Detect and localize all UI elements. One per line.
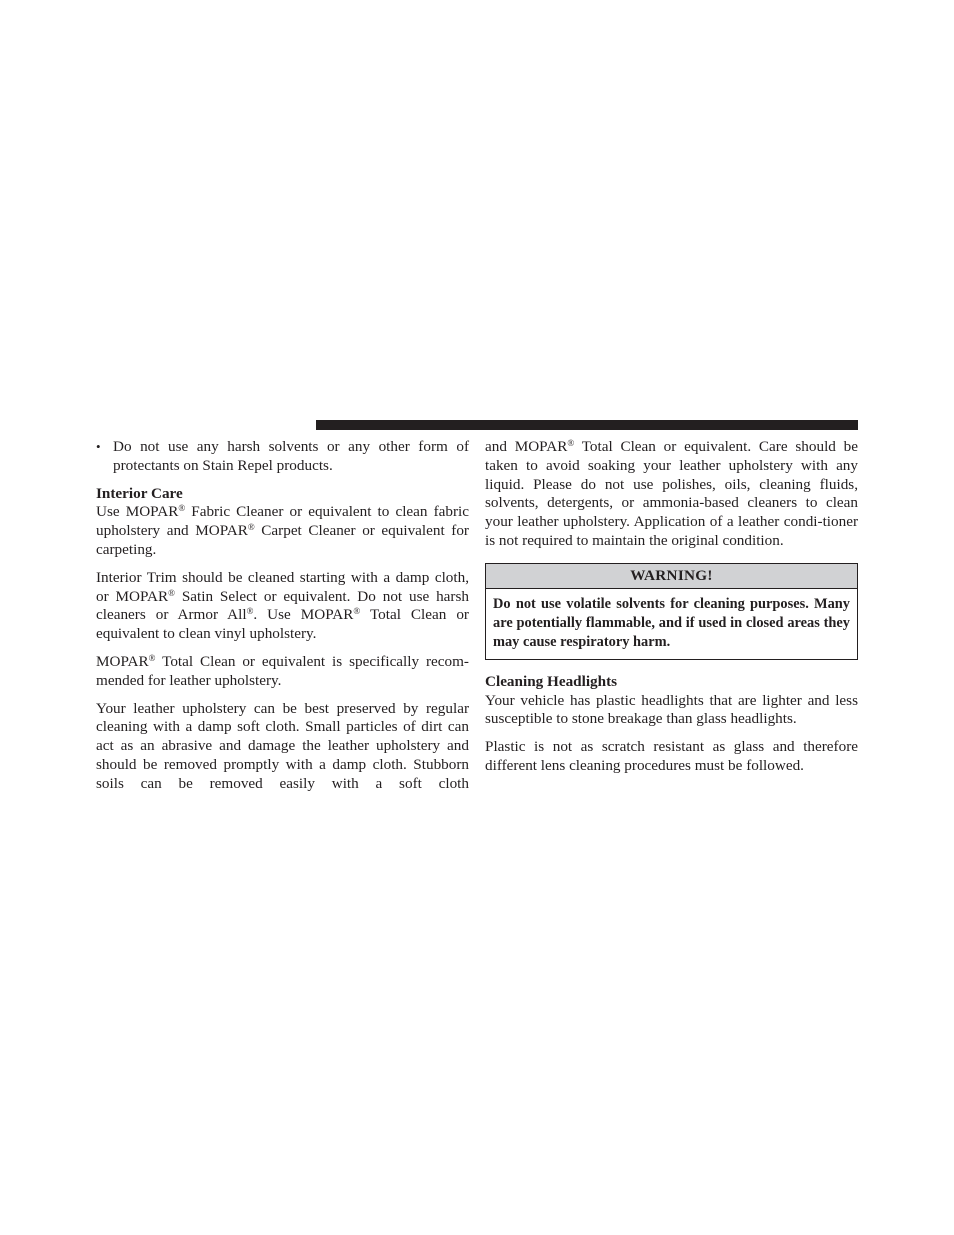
interior-care-paragraph: Use MOPAR® Fabric Cleaner or equivalent to clean fabric upholstery and MOPAR® Carpet Cleaner or equivalent for carpeting. [96, 503, 469, 558]
bullet-text: Do not use any harsh solvents or any other form of protectants on Stain Repel products. [113, 438, 469, 474]
registered-mark: ® [567, 438, 575, 448]
registered-mark: ® [353, 606, 361, 617]
bullet-icon: • [96, 439, 101, 454]
warning-box [485, 563, 858, 660]
headlights-paragraph: Your vehicle has plastic headlights that are lighter and less susceptible to stone breakage than glass headlights. [485, 691, 858, 728]
left-column [96, 438, 469, 803]
registered-mark: ® [148, 652, 156, 663]
lens-cleaning-paragraph: Plastic is not as scratch resistant as glass and therefore different lens cleaning procedures must be followed. [485, 738, 858, 774]
list-item [96, 438, 469, 476]
warning-title: WARNING! [486, 564, 857, 589]
leather-recommendation-paragraph: MOPAR® Total Clean or equivalent is specifically recom-mended for leather upholstery. [96, 652, 469, 689]
leather-care-paragraph: Your leather upholstery can be best preserved by regular cleaning with a damp soft cloth. Small particles of dirt can act as an abrasive and damage the leather upholstery and should be removed promptly with a damp cloth. Stubborn soils can be removed easily with a soft cloth [96, 699, 469, 792]
right-column [485, 438, 858, 785]
section-header-bar [316, 420, 858, 430]
registered-mark: ® [246, 606, 254, 617]
warning-text: Do not use volatile solvents for cleaning purposes. Many are potentially flammable, and if used in closed areas they may cause respiratory harm. [493, 595, 850, 650]
leather-cleaning-paragraph: and MOPAR® Total Clean or equivalent. Care should be taken to avoid soaking your leather upholstery with any liquid. Please do not use polishes, oils, cleaning fluids, solvents, detergents, or ammonia-based cleaners to clean your leather upholstery. Application of a leather condi-tioner is not required to maintain the original condition. [485, 438, 858, 549]
interior-care-heading: Interior Care [96, 484, 183, 502]
cleaning-headlights-heading: Cleaning Headlights [485, 672, 618, 690]
interior-trim-paragraph: Interior Trim should be cleaned starting with a damp cloth, or MOPAR® Satin Select or equivalent. Do not use harsh cleaners or Armor All®. Use MOPAR® Total Clean or equivalent to clean vinyl upholstery. [96, 568, 469, 643]
registered-mark: ® [168, 587, 175, 598]
registered-mark: ® [178, 503, 186, 514]
registered-mark: ® [247, 522, 255, 533]
